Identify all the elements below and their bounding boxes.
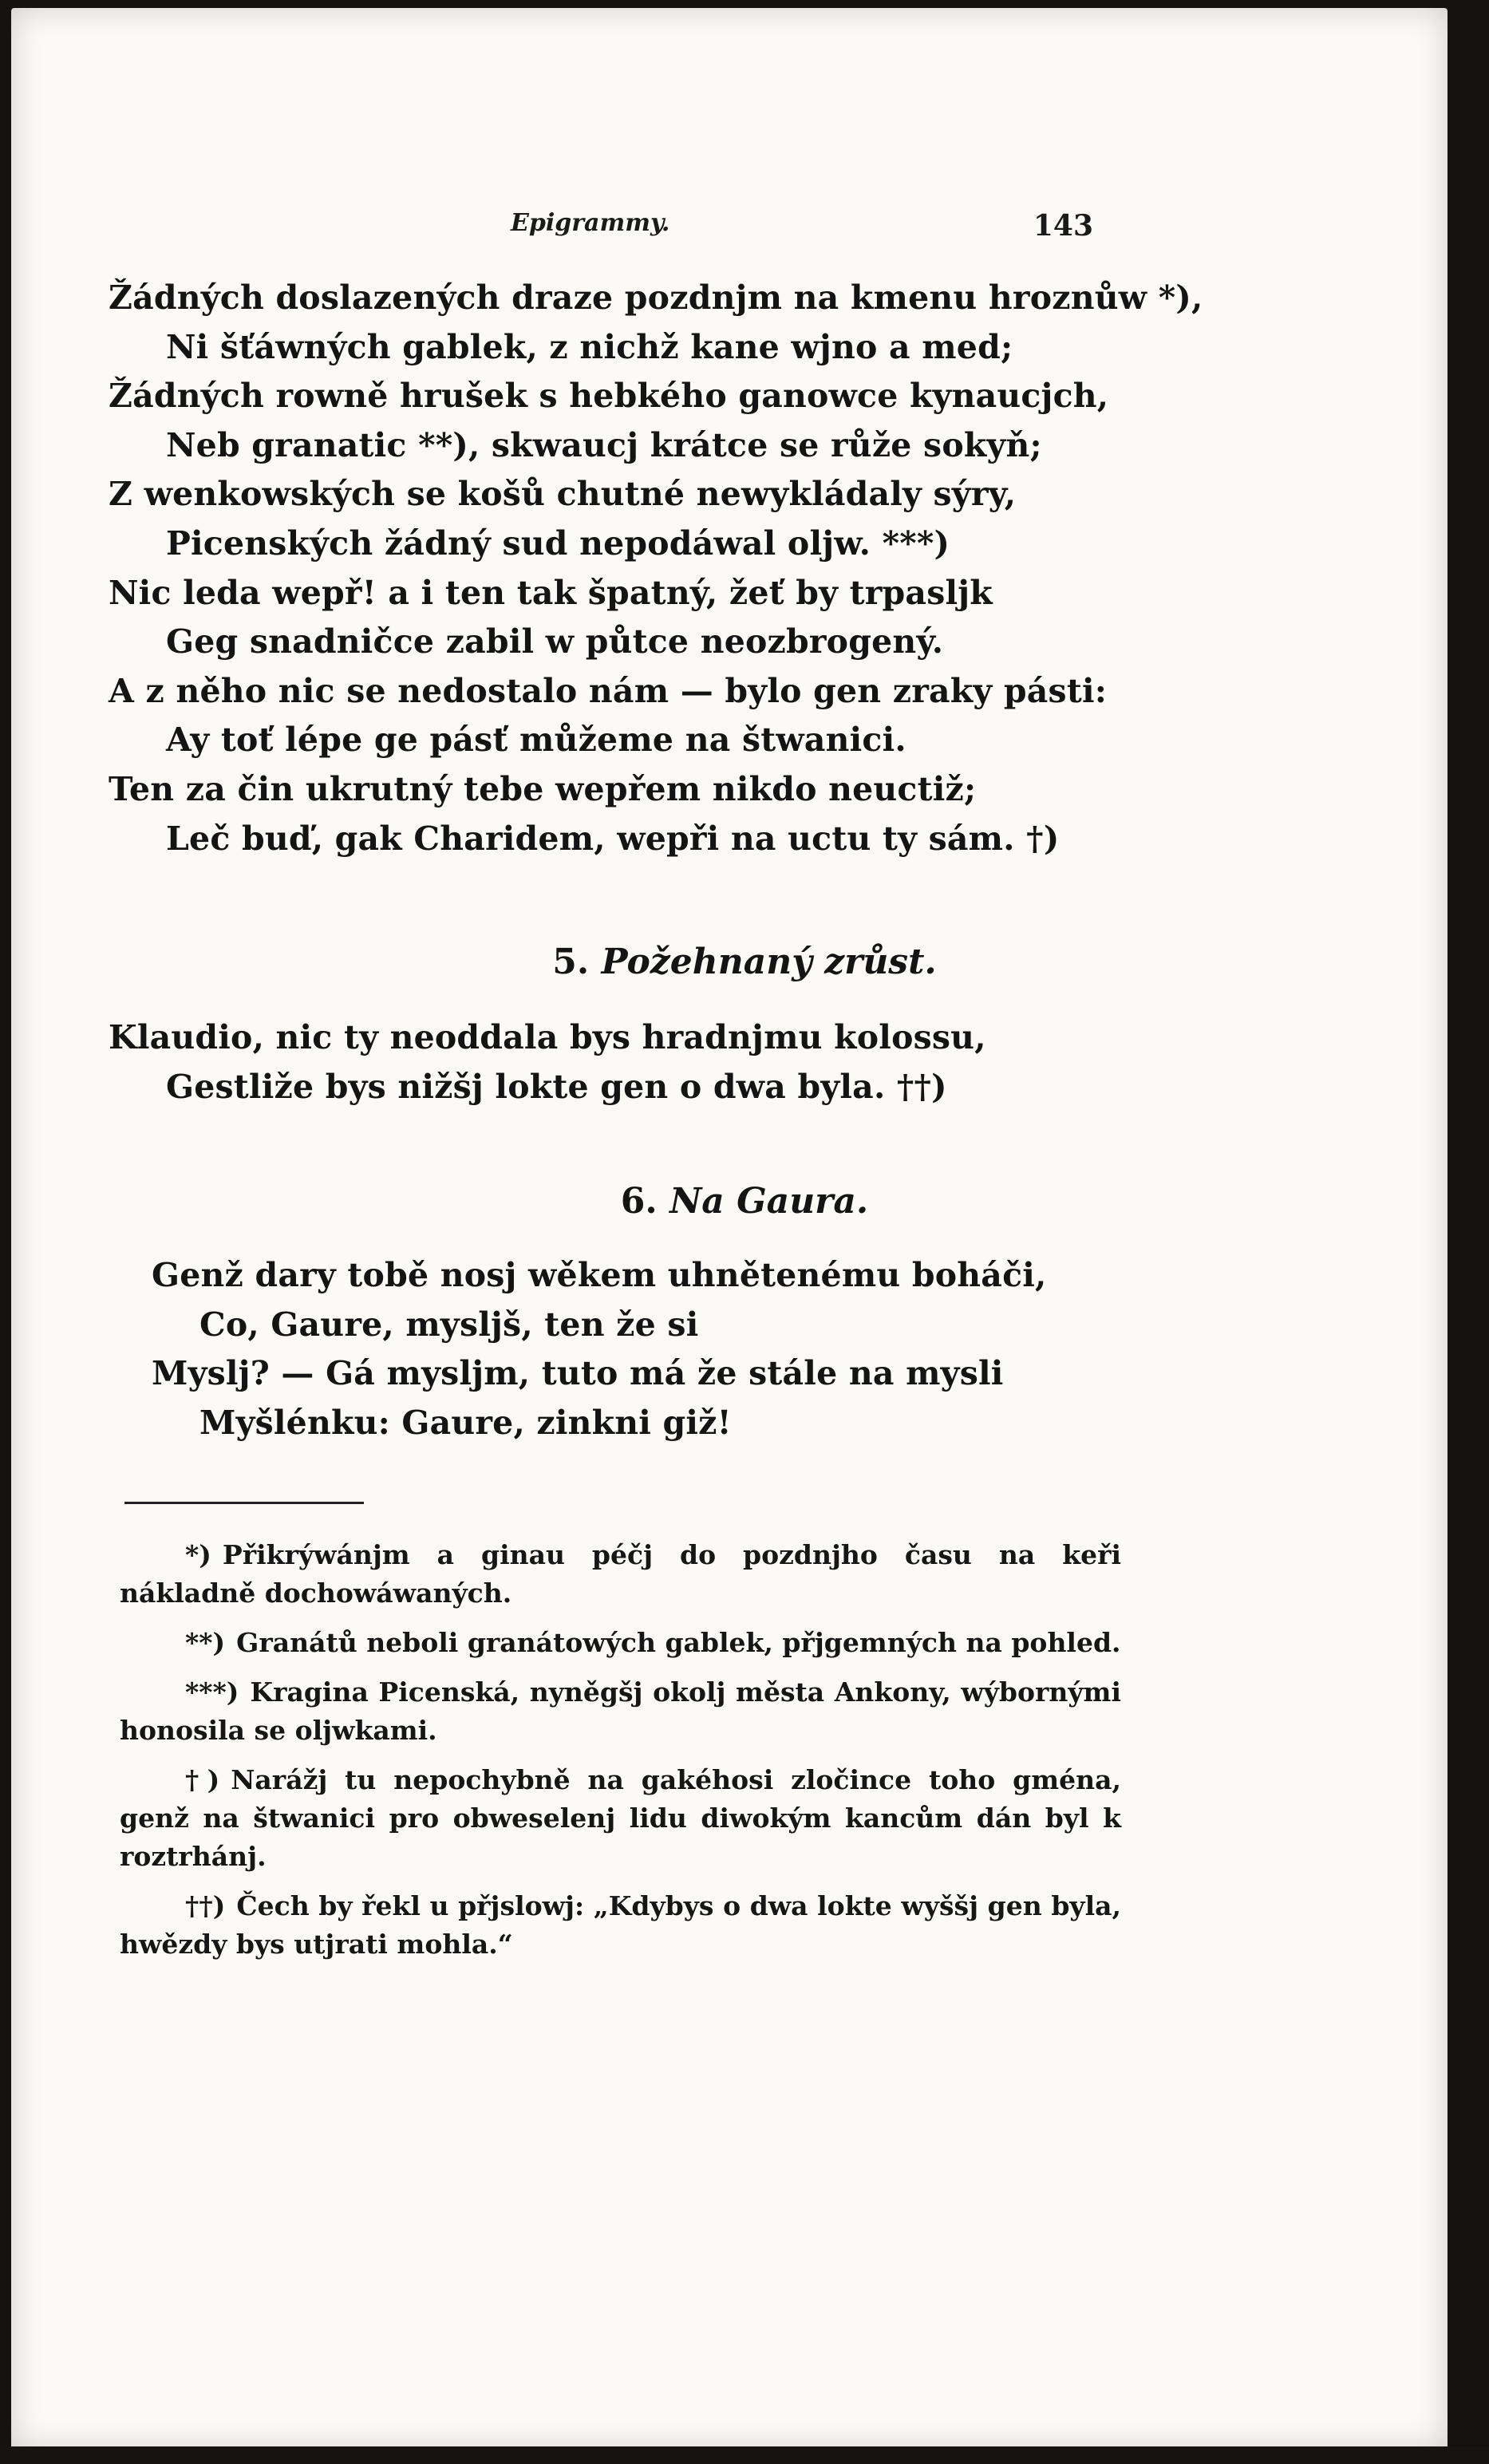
poem-5-verse (109, 1013, 1082, 1112)
verse-line: Geg snadničce zabil w půtce neozbrogený. (166, 622, 944, 661)
footnote-text: Narážj tu nepochybně na gakéhosi zločince toho gména, genž na štwanici pro obweselenj lidu diwokým kancům dán byl k roztrhánj. (120, 1764, 1121, 1872)
footnote (120, 1673, 1121, 1750)
page-number: 143 (1033, 209, 1093, 243)
poem-number: 5. (552, 942, 590, 982)
footnote-separator (124, 1502, 364, 1504)
footnote-text: Čech by řekl u přjslowj: „Kdybys o dwa lokte wyššj gen byla, hwězdy bys utjrati mohla.“ (120, 1890, 1121, 1960)
poem-title: Požehnaný zrůst. (601, 942, 937, 982)
verse-line: Myslj? — Gá myslјm, tuto má že stále na mysli (152, 1354, 1004, 1393)
footnote-text: Granátů neboli granátowých gablek, přjgemných na pohled. (236, 1627, 1121, 1658)
verse-line: Ay toť lépe ge pásť můžeme na štwanici. (166, 721, 906, 760)
footnote (120, 1624, 1121, 1662)
footnote-mark: †) (185, 1764, 220, 1795)
verse-line: A z něho nic se nedostalo nám — bylo gen zraky pásti: (109, 671, 1108, 710)
footnote-text: Kragina Picenská, nyněgšj okolj města Ankony, wýbornými honosila se oljwkami. (120, 1676, 1121, 1746)
poem-number: 6. (620, 1181, 658, 1222)
verse-line: Ten za čin ukrutný tebe wepřem nikdo neuctiž; (109, 769, 977, 808)
verse-line: Gestliže bys nižšj lokte gen o dwa byla. ††) (166, 1067, 947, 1106)
running-title: Epigrammy. (511, 209, 670, 237)
footnote-mark: ***) (185, 1676, 239, 1708)
verse-line: Žádných rowně hrušek s hebkého ganowce kynaucjch, (109, 377, 1109, 416)
page-header (511, 209, 1093, 249)
verse-line: Nic leda wepř! a i ten tak špatný, žeť by trpaslјk (109, 573, 993, 612)
verse-line: Žádných doslazených draze pozdnjm na kmenu hroznůw *), (109, 278, 1203, 317)
poem-6-verse (152, 1251, 1125, 1447)
verse-line: Z wenkowských se košů chutné newykládaly sýry, (109, 475, 1017, 514)
footnotes (120, 1536, 1121, 1975)
verse-line: Picenských žádný sud nepodáwal oljw. ***) (166, 523, 950, 563)
footnote (120, 1536, 1121, 1613)
footnote-mark: **) (185, 1627, 226, 1658)
poem-title: Na Gaura. (669, 1181, 869, 1222)
verse-line: Neb granatic **), skwaucj krátce se růže sokyň; (166, 425, 1042, 464)
footnote-mark: ††) (185, 1890, 226, 1921)
verse-line: Klaudio, nic ty neoddala bys hradnjmu kolossu, (109, 1018, 986, 1056)
footnote-mark: *) (185, 1539, 211, 1570)
verse-line: Myšlénku: Gaure, zinkni giž! (199, 1403, 732, 1442)
scan-edge-right (1448, 0, 1489, 2464)
scan-edge-top (0, 0, 1489, 8)
verse-line: Ni šťáwných gablek, z nichž kane wjno a med; (166, 327, 1013, 366)
verse-line: Leč buď, gak Charidem, wepři na uctu ty sám. †) (166, 819, 1060, 858)
poem-4-verse (109, 274, 1203, 863)
footnote (120, 1887, 1121, 1964)
footnote (120, 1761, 1121, 1876)
poem-5-heading (0, 942, 1489, 982)
scan-edge-bottom (0, 2446, 1489, 2464)
verse-line: Genž dary tobě nosj wěkem uhnětenému boháči, (152, 1256, 1047, 1294)
scan-edge-left (0, 0, 11, 2464)
verse-line: Co, Gaure, myslјš, ten že si (199, 1305, 699, 1344)
footnote-text: Přikrýwánjm a ginau péčj do pozdnjho času na keři nákladně dochowáwaných. (120, 1539, 1121, 1609)
poem-6-heading (0, 1181, 1489, 1222)
